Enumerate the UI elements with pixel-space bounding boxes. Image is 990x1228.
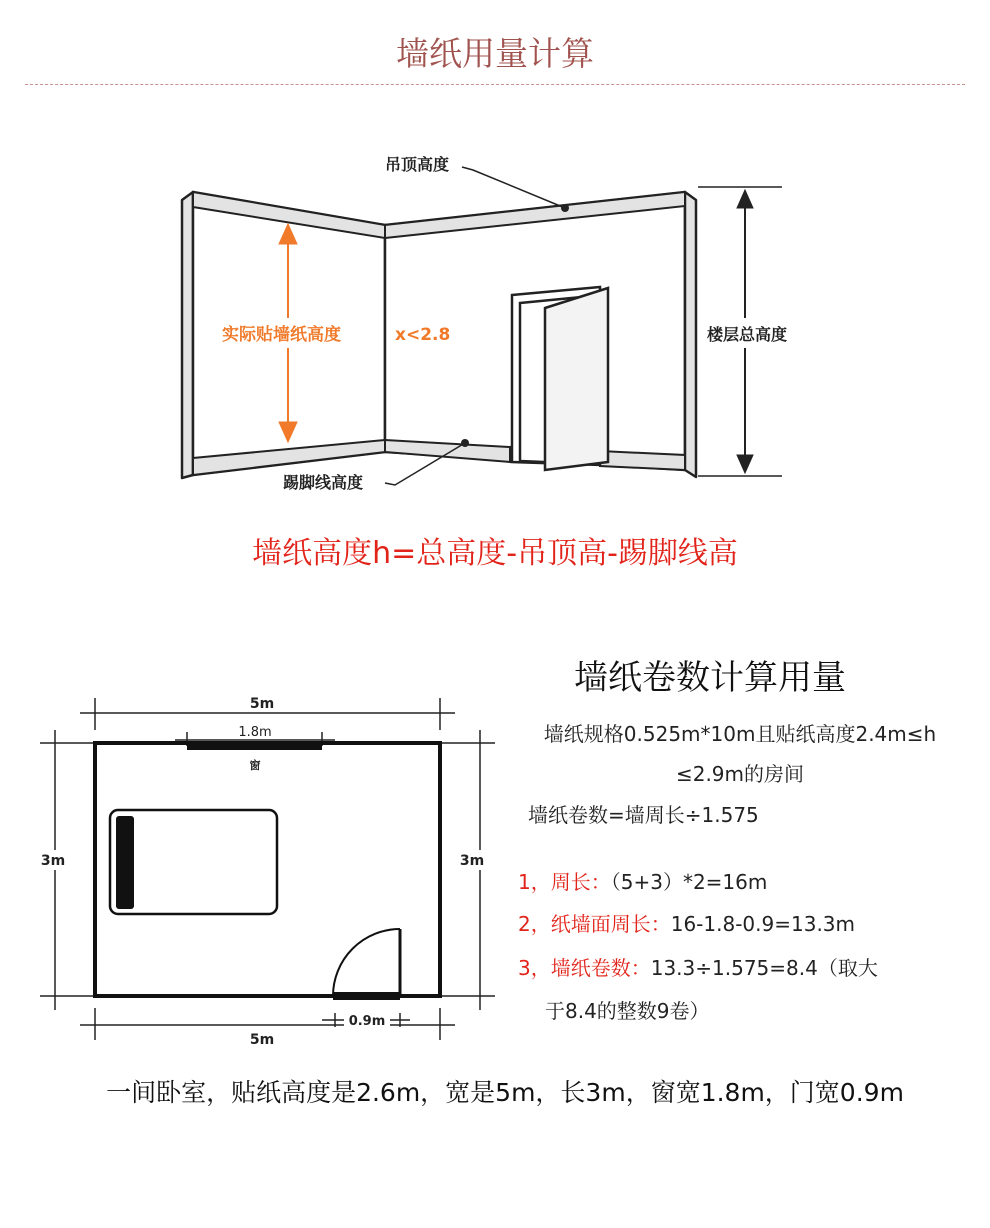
door-width-label: 0.9m — [348, 1014, 386, 1029]
right-wall-edge — [685, 192, 696, 477]
floor-plan — [0, 680, 510, 1060]
left-wall-edge — [182, 192, 193, 478]
bed — [110, 810, 277, 914]
roll-rule: 墙纸卷数=墙周长÷1.575 — [528, 803, 759, 827]
room-height-diagram — [0, 140, 990, 510]
door — [512, 287, 608, 470]
calc-title: 墙纸卷数计算用量 — [574, 658, 846, 698]
window — [187, 741, 322, 750]
step-3-text: 13.3÷1.575=8.4（取大 — [650, 956, 878, 980]
height-formula: 墙纸高度h=总高度-吊顶高-踢脚线高 — [252, 536, 738, 571]
bed-headboard — [116, 816, 134, 909]
step-2-label-red: 2，纸墙面周长： — [518, 912, 671, 936]
calc-step-3-continued: 于8.4的整数9卷） — [545, 999, 710, 1023]
ceiling-point — [561, 204, 569, 212]
page-title: 墙纸用量计算 — [396, 34, 594, 73]
actual-height-label: 实际贴墙纸高度 — [222, 325, 341, 345]
calc-step-1 — [518, 860, 767, 904]
window-width-label: 1.8m — [238, 725, 272, 740]
baseboard-height-label: 踢脚线高度 — [283, 473, 364, 492]
room-summary: 一间卧室，贴纸高度是2.6m，宽是5m，长3m，窗宽1.8m，门宽0.9m — [106, 1078, 904, 1107]
bottom-width-label: 5m — [249, 1032, 275, 1048]
calc-step-2 — [518, 902, 855, 946]
calc-step-3 — [518, 946, 878, 990]
baseboard-point — [461, 439, 469, 447]
spec-line-2: ≤2.9m的房间 — [675, 762, 805, 786]
window-label: 窗 — [249, 759, 261, 772]
x-constraint-label: x<2.8 — [395, 325, 451, 345]
left-length-label: 3m — [40, 853, 66, 869]
baseboard-back-b — [600, 451, 685, 470]
step-1-label-red: 1，周长： — [518, 870, 611, 894]
step-1-text: （5+3）*2=16m — [610, 870, 768, 894]
wallpaper-spec — [520, 714, 960, 794]
title-divider — [25, 84, 965, 85]
total-height-label: 楼层总高度 — [707, 325, 788, 344]
door-opening — [333, 992, 400, 1000]
door-swing — [333, 929, 400, 996]
top-width-label: 5m — [249, 696, 275, 712]
step-2-text: 16-1.8-0.9=13.3m — [670, 912, 856, 936]
step-3-label-red: 3，墙纸卷数： — [518, 956, 651, 980]
right-length-label: 3m — [459, 853, 485, 869]
ceiling-height-label: 吊顶高度 — [385, 155, 450, 174]
spec-line-1: 墙纸规格0.525m*10m且贴纸高度2.4m≤h — [543, 722, 937, 746]
